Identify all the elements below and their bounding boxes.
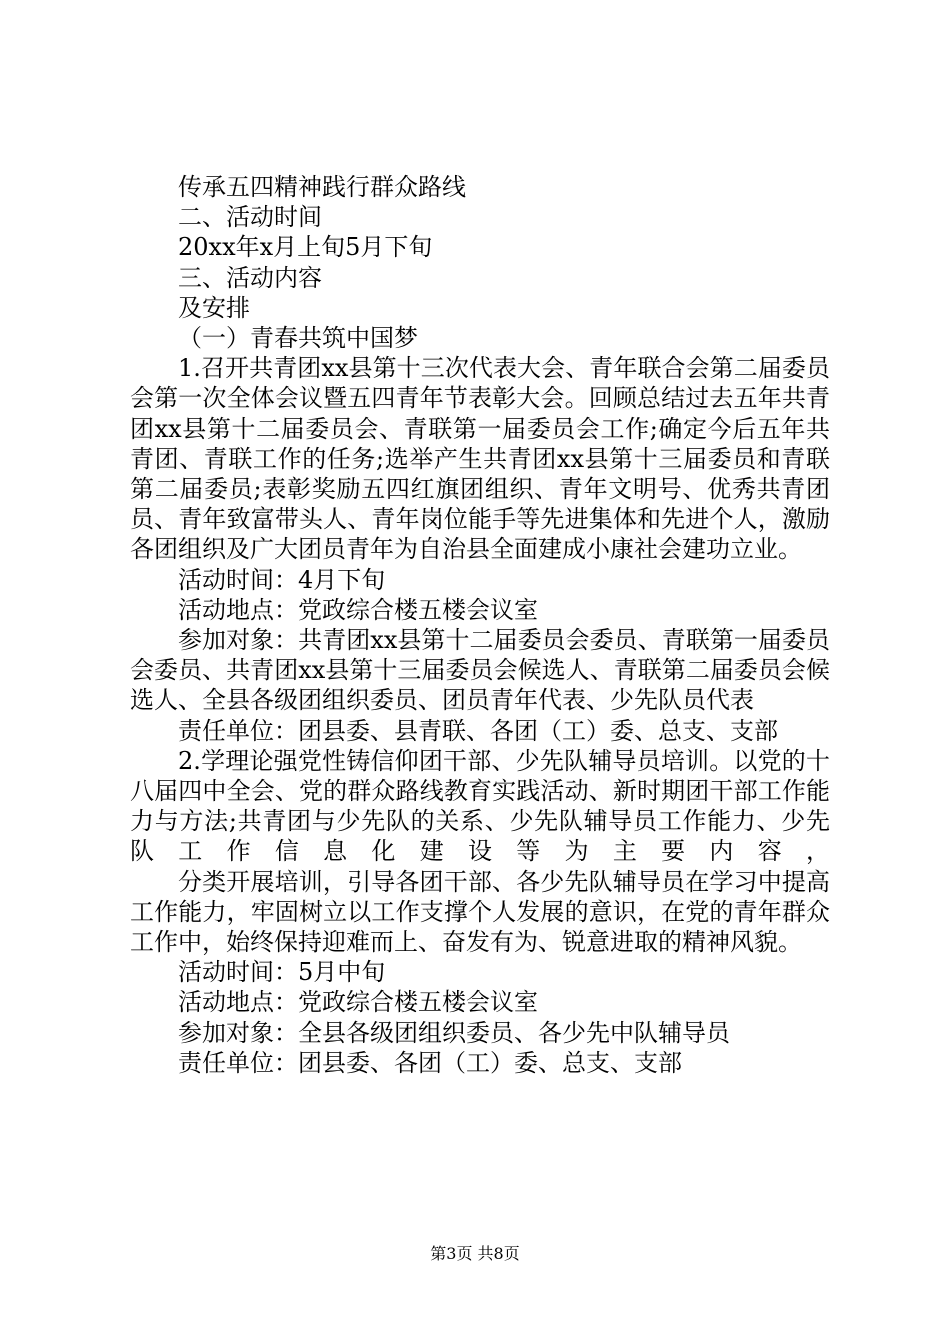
section-heading-arrangement: 及安排 [178,293,250,322]
item1-participants: 参加对象：共青团xx县第十二届委员会委员、青联第一届委员会委员、共青团xx县第十三届委员会候选人、青联第二届委员会候选人、全县各级团组织委员、团员青年代表、少先队员代表 [130,626,830,715]
section-heading-content: 三、活动内容 [178,263,322,292]
item2-place: 活动地点：党政综合楼五楼会议室 [178,988,538,1017]
item2-paragraph-continued: 分类开展培训，引导各团干部、各少先队辅导员在学习中提高工作能力，牢固树立以工作支撑个人发展的意识，在党的青年群众工作中，始终保持迎难而上、奋发有为、锐意进取的精神风貌。 [130,867,830,957]
subsection-heading: （一）青春共筑中国梦 [178,324,418,353]
activity-period: 20xx年x月上旬5月下旬 [178,233,433,262]
theme-line: 传承五四精神践行群众路线 [178,173,466,201]
item2-responsible: 责任单位：团县委、各团（工）委、总支、支部 [178,1048,682,1077]
page-footer: 第3页 共8页 [430,1244,520,1263]
item1-time: 活动时间：4月下旬 [178,565,386,594]
item2-paragraph: 2.学理论强党性铸信仰团干部、少先队辅导员培训。以党的十八届四中全会、党的群众路线教育实践活动、新时期团干部工作能力与方法;共青团与少先队的关系、少先队辅导员工作能力、少先队工作信息化建设等为主要内容， [130,746,830,866]
item1-place: 活动地点：党政综合楼五楼会议室 [178,595,538,624]
item2-participants: 参加对象：全县各级团组织委员、各少先中队辅导员 [178,1018,730,1047]
item1-paragraph: 1.召开共青团xx县第十三次代表大会、青年联合会第二届委员会第一次全体会议暨五四青年节表彰大会。回顾总结过去五年共青团xx县第十二届委员会、青联第一届委员会工作;确定今后五年共青团、青联工作的任务;选举产生共青团xx县第十三届委员和青联第二届委员;表彰奖励五四红旗团组织、青年文明号、优秀共青团员、青年致富带头人、青年岗位能手等先进集体和先进个人，激励各团组织及广大团员青年为自治县全面建成小康社会建功立业。 [130,354,830,564]
item1-responsible: 责任单位：团县委、县青联、各团（工）委、总支、支部 [178,716,778,745]
section-heading-time: 二、活动时间 [178,203,322,232]
document-body [130,172,830,1078]
item2-time: 活动时间：5月中旬 [178,958,386,987]
